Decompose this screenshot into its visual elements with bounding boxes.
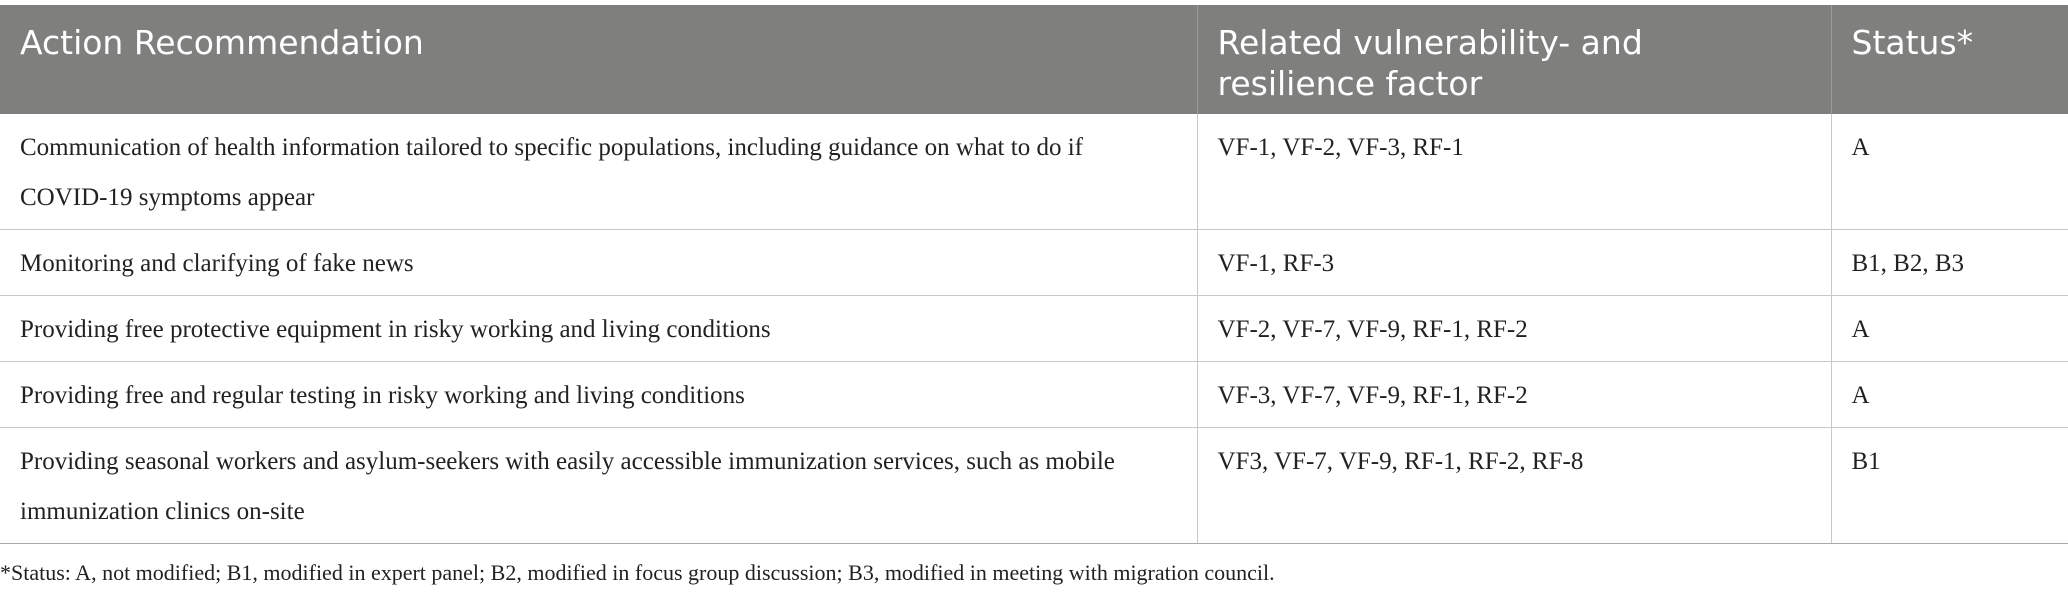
- table-row: [0, 296, 2068, 362]
- cell-status: B1, B2, B3: [1831, 230, 2068, 296]
- cell-action: Providing free and regular testing in risky working and living conditions: [0, 362, 1197, 428]
- cell-action: Monitoring and clarifying of fake news: [0, 230, 1197, 296]
- cell-action: Communication of health information tailored to specific populations, including guidance on what to do if COVID-19 symptoms appear: [0, 114, 1197, 230]
- cell-status: A: [1831, 114, 2068, 230]
- table-row: [0, 114, 2068, 230]
- status-footnote: *Status: A, not modified; B1, modified in expert panel; B2, modified in focus group discussion; B3, modified in meeting with migration council.: [0, 560, 1275, 585]
- cell-action: Providing free protective equipment in risky working and living conditions: [0, 296, 1197, 362]
- cell-status: B1: [1831, 428, 2068, 544]
- table-row: [0, 362, 2068, 428]
- table-header-row: [0, 5, 2068, 114]
- cell-factors: VF-1, VF-2, VF-3, RF-1: [1197, 114, 1831, 230]
- recommendations-table-container: [0, 5, 2068, 544]
- cell-action: Providing seasonal workers and asylum-seekers with easily accessible immunization services, such as mobile immunization clinics on-site: [0, 428, 1197, 544]
- header-action-recommendation: Action Recommendation: [0, 5, 1197, 114]
- cell-status: A: [1831, 296, 2068, 362]
- table-row: [0, 428, 2068, 544]
- cell-factors: VF-3, VF-7, VF-9, RF-1, RF-2: [1197, 362, 1831, 428]
- recommendations-table: [0, 5, 2068, 544]
- header-status: Status*: [1831, 5, 2068, 114]
- header-related-factor: Related vulnerability- and resilience factor: [1197, 5, 1831, 114]
- table-row: [0, 230, 2068, 296]
- cell-factors: VF-1, RF-3: [1197, 230, 1831, 296]
- cell-factors: VF3, VF-7, VF-9, RF-1, RF-2, RF-8: [1197, 428, 1831, 544]
- cell-status: A: [1831, 362, 2068, 428]
- cell-factors: VF-2, VF-7, VF-9, RF-1, RF-2: [1197, 296, 1831, 362]
